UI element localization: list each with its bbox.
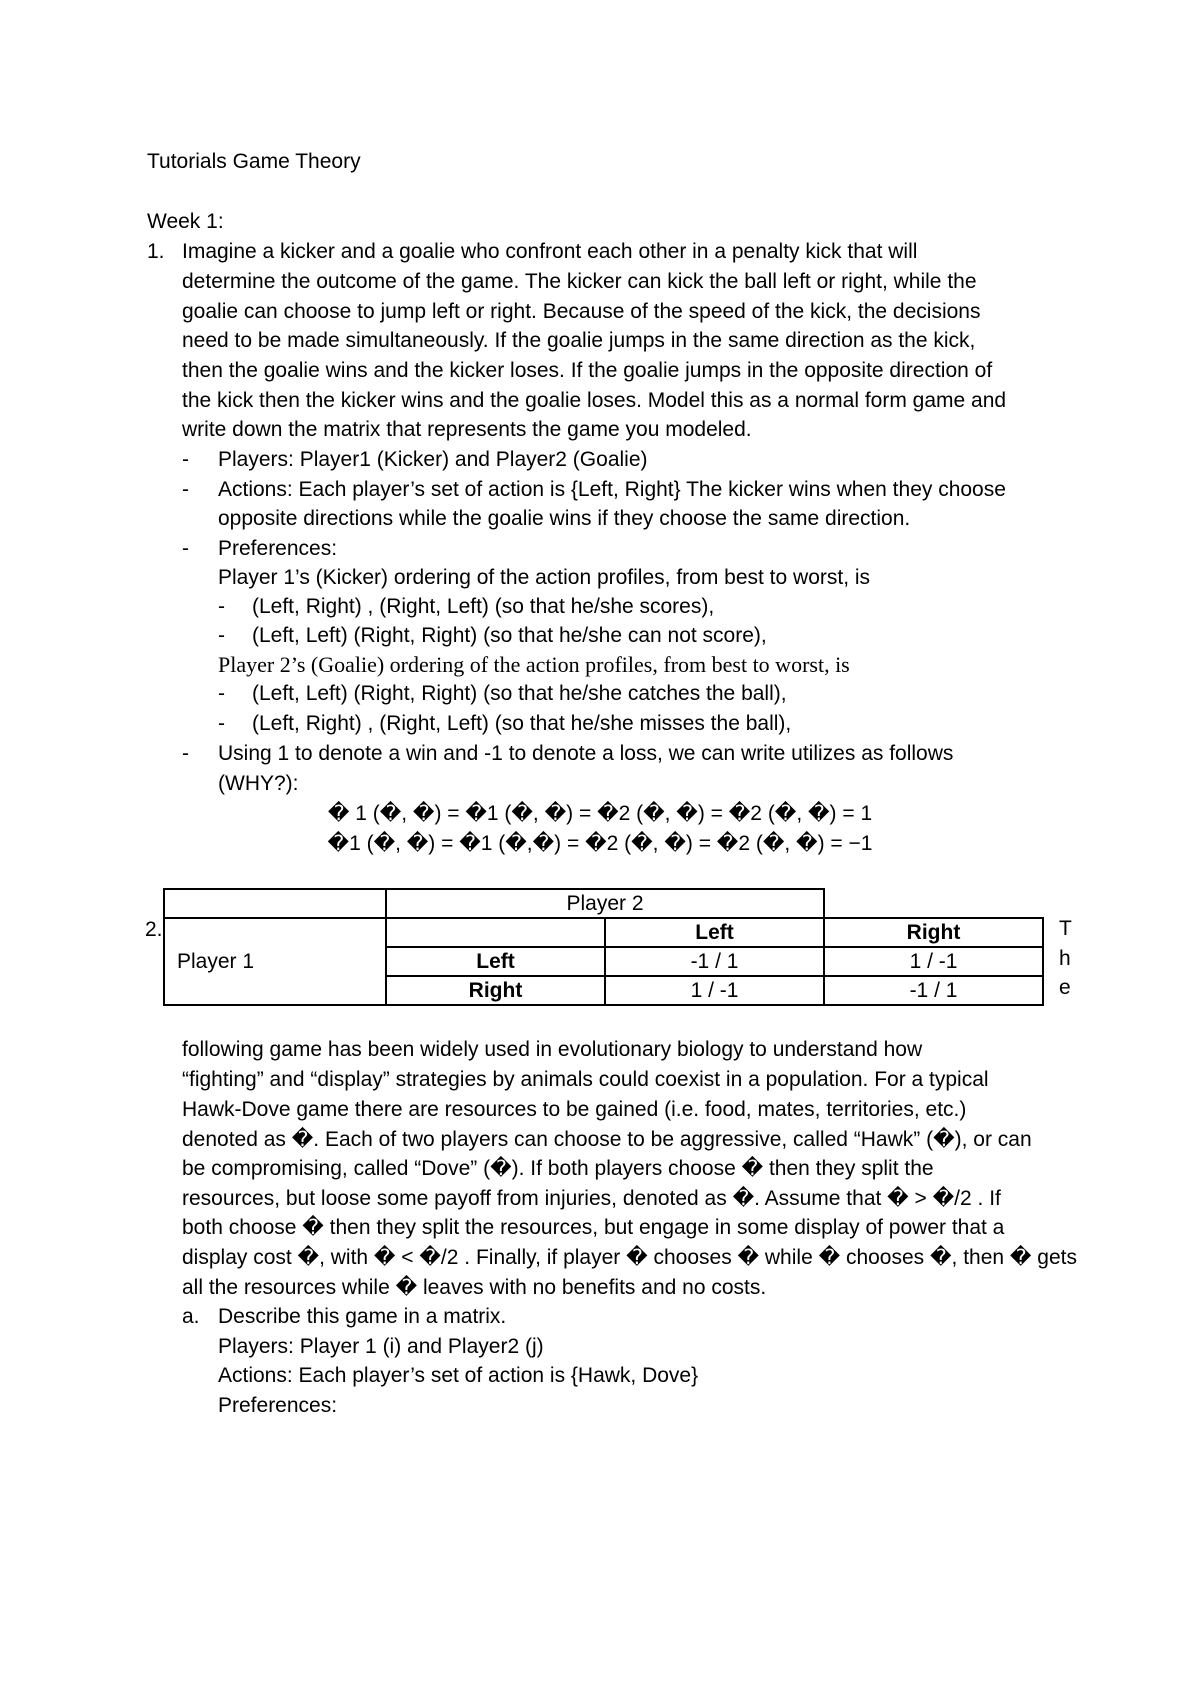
utility-equation-win: � 1 (�, �) = �1 (�, �) = �2 (�, �) = �2 (�, �) = 1 [327, 802, 873, 825]
matrix-col-left: Left [605, 918, 824, 947]
bullet-dash: - [182, 478, 189, 501]
q2-text-line: both choose � then they split the resources, but engage in some display of power that a [182, 1216, 1005, 1239]
bullet-dash: - [182, 537, 189, 560]
matrix-empty-cell [386, 918, 605, 947]
q2-text-line: be compromising, called “Dove” (�). If both players choose � then they split the [182, 1157, 934, 1180]
side-letter: h [1059, 947, 1071, 970]
matrix-player1-header: Player 1 [164, 918, 386, 1005]
q2-text-line: all the resources while � leaves with no benefits and no costs. [182, 1276, 767, 1299]
q1-players: Players: Player1 (Kicker) and Player2 (Goalie) [218, 448, 648, 471]
bullet-dash: - [182, 448, 189, 471]
q1-preferences: Preferences: [218, 537, 338, 560]
q1-text-line: determine the outcome of the game. The kicker can kick the ball left or right, while the [182, 270, 977, 293]
q2-actions: Actions: Each player’s set of action is {Hawk, Dove} [218, 1364, 699, 1387]
bullet-dash: - [218, 712, 225, 735]
q1-text-line: then the goalie wins and the kicker loses. If the goalie jumps in the opposite direction of [182, 359, 993, 382]
p2-ordering: Player 2’s (Goalie) ordering of the action profiles, from best to worst, is [218, 652, 850, 677]
q1-text-line: write down the matrix that represents the game you modeled. [182, 418, 752, 441]
q1-text-line: Imagine a kicker and a goalie who confront each other in a penalty kick that will [182, 240, 918, 263]
part-a-text: Describe this game in a matrix. [218, 1305, 507, 1328]
p1-ordering: Player 1’s (Kicker) ordering of the action profiles, from best to worst, is [218, 566, 871, 589]
q1-text-line: need to be made simultaneously. If the goalie jumps in the same direction as the kick, [182, 329, 976, 352]
q2-preferences: Preferences: [218, 1394, 338, 1417]
p1-worst: (Left, Left) (Right, Right) (so that he/she can not score), [252, 624, 767, 647]
q2-text-line: “fighting” and “display” strategies by animals could coexist in a population. For a typical [182, 1068, 989, 1091]
matrix-player2-header: Player 2 [386, 889, 824, 918]
doc-title: Tutorials Game Theory [147, 150, 361, 173]
q2-text-line: following game has been widely used in evolutionary biology to understand how [182, 1038, 923, 1061]
matrix-col-right: Right [824, 918, 1043, 947]
bullet-dash: - [218, 624, 225, 647]
q2-text-line: resources, but loose some payoff from injuries, denoted as �. Assume that � > �/2 . If [182, 1187, 1001, 1210]
q2-text-line: display cost �, with � < �/2 . Finally, if player � chooses � while � chooses �, then � gets [182, 1246, 1077, 1269]
side-letter: e [1059, 976, 1071, 999]
q1-number: 1. [147, 240, 165, 263]
matrix-corner-cell [164, 889, 386, 918]
q2-players: Players: Player 1 (i) and Player2 (j) [218, 1335, 544, 1358]
utility-text-cont: (WHY?): [218, 772, 299, 795]
utility-text: Using 1 to denote a win and -1 to denote a loss, we can write utilizes as follows [218, 742, 954, 765]
matrix-row-left: Left [386, 947, 605, 976]
table-row [164, 918, 1043, 947]
p2-worst: (Left, Right) , (Right, Left) (so that he/she misses the ball), [252, 712, 792, 735]
q1-text-line: goalie can choose to jump left or right. Because of the speed of the kick, the decisions [182, 300, 981, 323]
q2-number: 2. [145, 918, 163, 941]
q1-actions-cont: opposite directions while the goalie wins if they choose the same direction. [218, 507, 911, 530]
table-row [164, 889, 1043, 918]
utility-equation-loss: �1 (�, �) = �1 (�,�) = �2 (�, �) = �2 (�, �) = −1 [327, 832, 873, 855]
part-a-label: a. [182, 1305, 200, 1328]
bullet-dash: - [218, 682, 225, 705]
payoff-left-right: 1 / -1 [824, 947, 1043, 976]
payoff-right-right: -1 / 1 [824, 976, 1043, 1005]
q1-actions: Actions: Each player’s set of action is {Left, Right} The kicker wins when they choose [218, 478, 1006, 501]
q2-text-line: Hawk-Dove game there are resources to be gained (i.e. food, mates, territories, etc.) [182, 1098, 967, 1121]
payoff-matrix [163, 888, 1044, 1006]
q2-text-line: denoted as �. Each of two players can choose to be aggressive, called “Hawk” (�), or can [182, 1128, 1032, 1151]
payoff-right-left: 1 / -1 [605, 976, 824, 1005]
bullet-dash: - [182, 742, 189, 765]
payoff-left-left: -1 / 1 [605, 947, 824, 976]
q1-text-line: the kick then the kicker wins and the goalie loses. Model this as a normal form game and [182, 389, 1007, 412]
p2-best: (Left, Left) (Right, Right) (so that he/she catches the ball), [252, 682, 787, 705]
side-letter: T [1059, 917, 1072, 940]
bullet-dash: - [218, 595, 225, 618]
p1-best: (Left, Right) , (Right, Left) (so that he/she scores), [252, 595, 715, 618]
matrix-row-right: Right [386, 976, 605, 1005]
week-heading: Week 1: [147, 210, 224, 233]
